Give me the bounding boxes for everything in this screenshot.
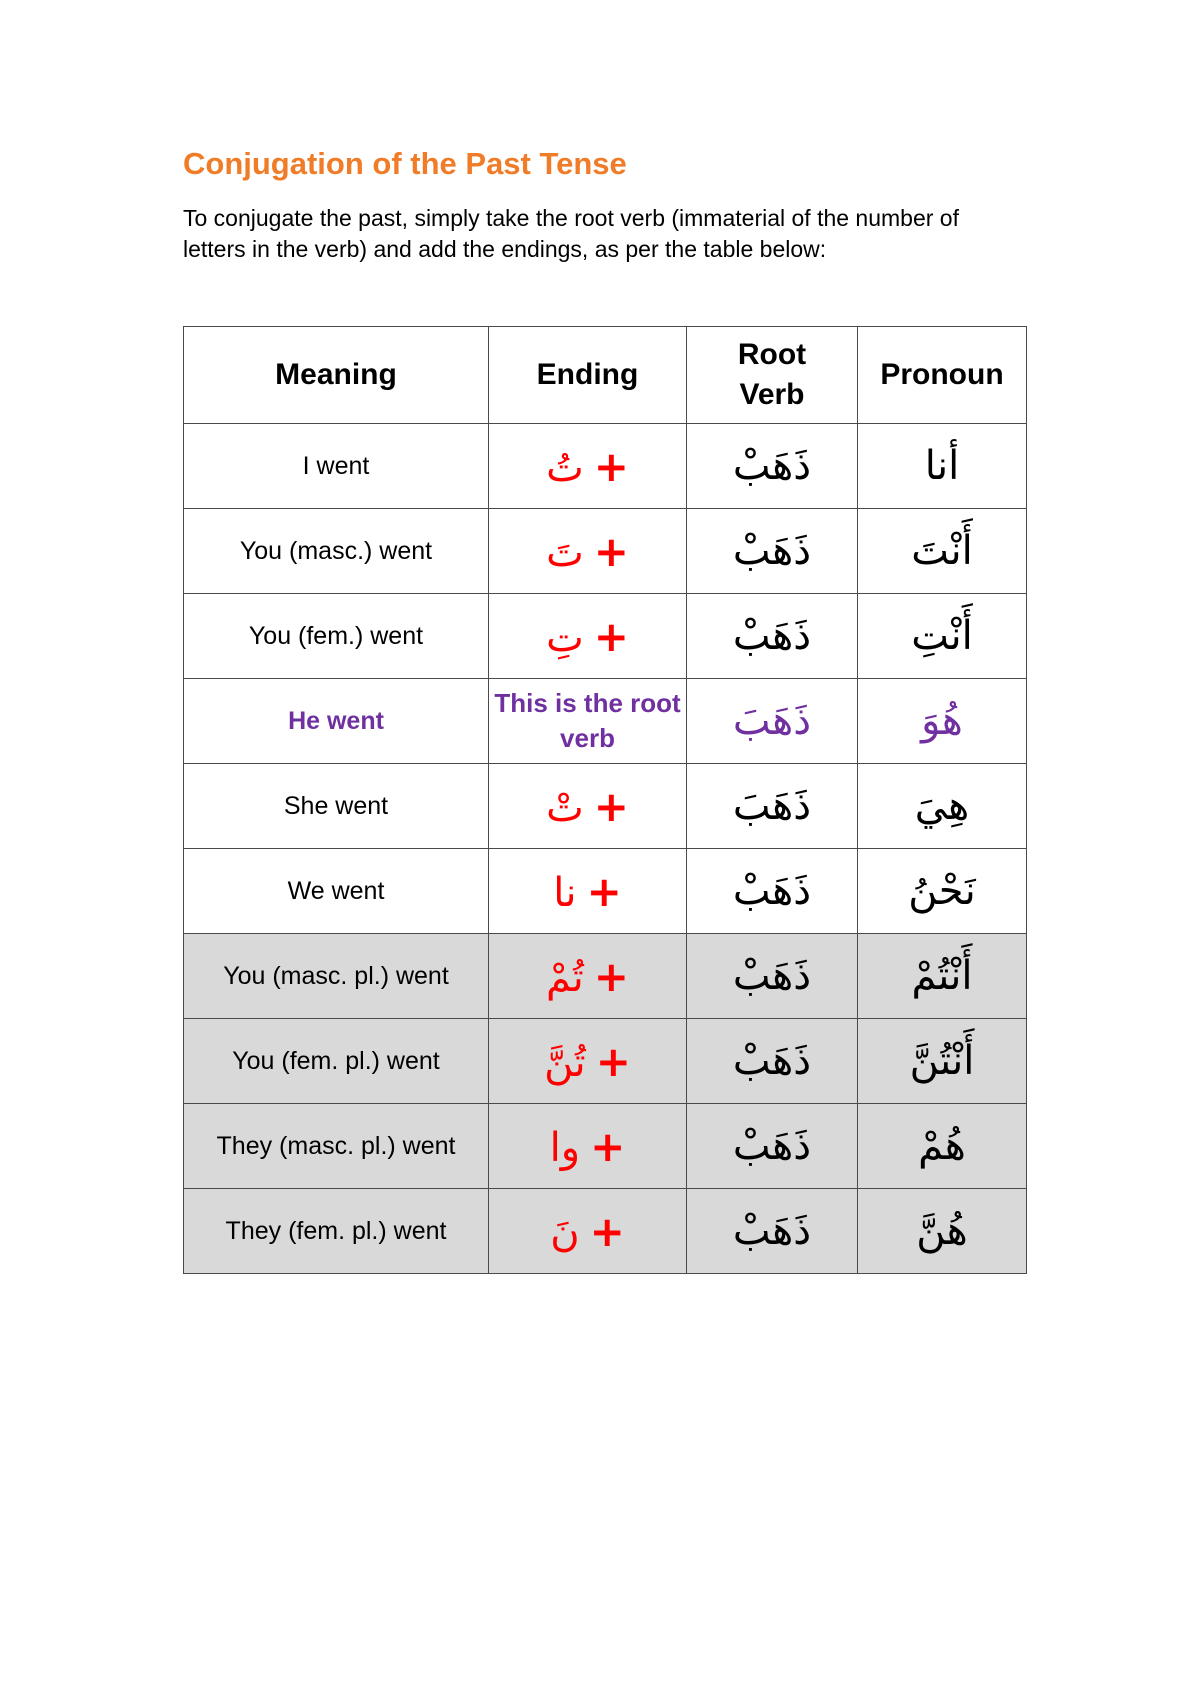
meaning-cell: You (fem. pl.) went [184,1019,489,1104]
header-root-verb-line1: Root [737,338,807,371]
root-verb-cell: ذَهَبَ [687,764,858,849]
page-title: Conjugation of the Past Tense [183,146,627,181]
ending-suffix: نا [553,869,577,916]
table-row-plural [184,1104,1027,1189]
meaning-cell: We went [184,849,489,934]
ending-suffix: تُمْ [546,954,584,1001]
pronoun-cell: أَنْتَ [858,509,1027,594]
table-row-plural [184,1189,1027,1274]
table-row [184,424,1027,509]
meaning-cell: You (masc.) went [184,509,489,594]
pronoun-cell: أنا [858,424,1027,509]
plus-sign: + [593,951,629,1001]
ending-cell [489,509,687,594]
plus-sign: + [593,611,629,661]
root-verb-cell: ذَهَبْ [687,1189,858,1274]
meaning-cell: You (masc. pl.) went [184,934,489,1019]
root-verb-cell: ذَهَبْ [687,1104,858,1189]
root-verb-cell: ذَهَبَ [687,679,858,764]
pronoun-cell: هُوَ [858,679,1027,764]
root-verb-cell: ذَهَبْ [687,934,858,1019]
conjugation-table [183,326,1027,1274]
plus-sign: + [593,441,629,491]
root-verb-cell: ذَهَبْ [687,424,858,509]
table-row [184,849,1027,934]
ending-suffix: تَ [546,529,584,576]
table-row [184,594,1027,679]
ending-cell [489,934,687,1019]
ending-cell [489,849,687,934]
header-pronoun: Pronoun [858,327,1027,424]
root-verb-note: This is the root verb [489,679,687,764]
meaning-cell: You (fem.) went [184,594,489,679]
ending-cell [489,594,687,679]
meaning-cell: I went [184,424,489,509]
pronoun-cell: أَنْتُمْ [858,934,1027,1019]
pronoun-cell: أَنْتُنَّ [858,1019,1027,1104]
table-row-plural [184,934,1027,1019]
header-meaning: Meaning [184,327,489,424]
table-row-root-verb [184,679,1027,764]
ending-suffix: تْ [546,784,584,831]
table-row-plural [184,1019,1027,1104]
ending-cell [489,1189,687,1274]
ending-suffix: تُ [546,444,584,491]
meaning-cell: They (fem. pl.) went [184,1189,489,1274]
root-verb-cell: ذَهَبْ [687,1019,858,1104]
pronoun-cell: هُمْ [858,1104,1027,1189]
plus-sign: + [589,1206,625,1256]
table-row [184,764,1027,849]
pronoun-cell: هِيَ [858,764,1027,849]
plus-sign: + [593,526,629,576]
ending-suffix: نَ [550,1209,580,1256]
header-root-verb-line2: Verb [739,378,805,411]
intro-paragraph: To conjugate the past, simply take the root verb (immaterial of the number of letters in the verb) and add the endings, as per the table below: [183,205,959,262]
ending-suffix: تُنَّ [544,1039,586,1086]
pronoun-cell: هُنَّ [858,1189,1027,1274]
ending-suffix: تِ [546,614,584,661]
meaning-cell: She went [184,764,489,849]
table-row [184,509,1027,594]
ending-cell [489,424,687,509]
plus-sign: + [586,866,622,916]
ending-cell [489,1019,687,1104]
plus-sign: + [590,1121,626,1171]
header-root-verb [687,327,858,424]
table-header-row [184,327,1027,424]
header-ending: Ending [489,327,687,424]
root-verb-cell: ذَهَبْ [687,509,858,594]
ending-cell [489,1104,687,1189]
pronoun-cell: أَنْتِ [858,594,1027,679]
ending-suffix: وا [549,1124,581,1171]
root-verb-cell: ذَهَبْ [687,849,858,934]
root-verb-cell: ذَهَبْ [687,594,858,679]
pronoun-cell: نَحْنُ [858,849,1027,934]
meaning-cell: They (masc. pl.) went [184,1104,489,1189]
plus-sign: + [595,1036,631,1086]
ending-cell [489,764,687,849]
plus-sign: + [593,781,629,831]
meaning-cell: He went [184,679,489,764]
